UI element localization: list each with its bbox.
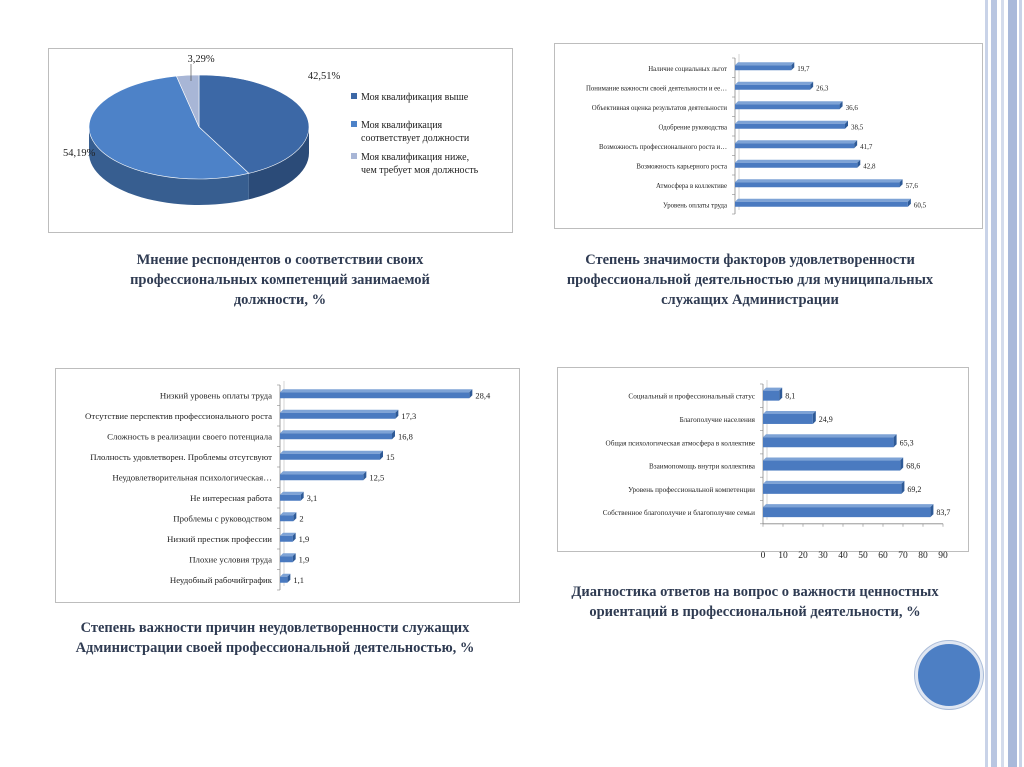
decorative-stripe-3 bbox=[1001, 0, 1004, 767]
bar-top-face bbox=[763, 434, 897, 437]
pie-chart-panel bbox=[48, 48, 513, 233]
value-orientations-chart bbox=[558, 368, 968, 561]
bar bbox=[735, 182, 900, 187]
pie-value-label: 42,51% bbox=[307, 71, 341, 82]
bar bbox=[280, 556, 293, 562]
bar-top-face bbox=[735, 160, 860, 163]
bar-top-face bbox=[735, 179, 903, 182]
bar bbox=[280, 536, 293, 542]
bar-top-face bbox=[735, 199, 911, 202]
decorative-stripe-5 bbox=[1019, 0, 1022, 767]
bar-top-face bbox=[280, 389, 472, 392]
x-tick-label: 40 bbox=[838, 550, 848, 561]
category-label: Сложность в реализации своего потенциала bbox=[107, 431, 272, 442]
bar-top-face bbox=[735, 62, 794, 65]
bar bbox=[763, 437, 894, 447]
caption-line: служащих Администрации bbox=[661, 292, 839, 308]
bar-value-label: 65,3 bbox=[899, 438, 914, 448]
bar bbox=[280, 413, 395, 419]
category-label: Проблемы с руководством bbox=[173, 513, 272, 524]
x-tick-label: 70 bbox=[898, 550, 908, 561]
bar bbox=[763, 461, 900, 471]
bar-value-label: 3,1 bbox=[306, 492, 318, 503]
bar-value-label: 60,5 bbox=[913, 201, 927, 210]
caption-line: ориентаций в профессиональной деятельности, % bbox=[589, 604, 921, 620]
category-label: Общая психологическая атмосфера в коллективе bbox=[605, 439, 755, 448]
bar-value-label: 17,3 bbox=[401, 410, 417, 421]
x-tick-label: 30 bbox=[818, 550, 828, 561]
pie-chart bbox=[49, 49, 512, 232]
bar bbox=[280, 474, 363, 480]
decorative-stripe-2 bbox=[991, 0, 997, 767]
legend-swatch bbox=[351, 153, 357, 159]
category-label: Социальный и профессиональный статус bbox=[628, 392, 755, 401]
category-label: Возможность профессионального роста и… bbox=[599, 143, 727, 151]
bar bbox=[280, 515, 293, 521]
bar-top-face bbox=[763, 458, 903, 461]
x-tick-label: 80 bbox=[918, 550, 928, 561]
bar-value-label: 1,9 bbox=[298, 554, 310, 565]
bar-value-label: 2 bbox=[299, 513, 304, 524]
bar-top-face bbox=[763, 411, 816, 414]
legend-label: соответствует должности bbox=[361, 133, 470, 144]
bar-value-label: 38,5 bbox=[851, 123, 864, 132]
category-label: Неудовлетворительная психологическая… bbox=[112, 472, 272, 483]
dissatisfaction-reasons-panel bbox=[55, 368, 520, 603]
category-label: Уровень профессиональной компетенции bbox=[628, 485, 755, 494]
bar-value-label: 12,5 bbox=[369, 472, 385, 483]
category-label: Возможность карьерного роста bbox=[636, 163, 727, 171]
bar bbox=[735, 163, 857, 168]
bar bbox=[763, 484, 901, 494]
bar-top-face bbox=[735, 140, 857, 143]
legend-label: чем требует моя должность bbox=[361, 165, 479, 176]
bar-top-face bbox=[735, 82, 813, 85]
bar-top-face bbox=[763, 388, 782, 391]
bar bbox=[735, 85, 810, 90]
caption-line: профессиональных компетенций занимаемой bbox=[130, 272, 430, 288]
legend-swatch bbox=[351, 93, 357, 99]
bar bbox=[735, 124, 845, 129]
category-label: Плолность удовлетворен. Проблемы отсутсвуют bbox=[90, 451, 272, 462]
x-tick-label: 90 bbox=[938, 550, 948, 561]
bar bbox=[735, 202, 908, 207]
category-label: Уровень оплаты труда bbox=[663, 202, 727, 210]
category-label: Благополучие населения bbox=[679, 415, 755, 424]
bar-value-label: 69,2 bbox=[907, 484, 922, 494]
bar-top-face bbox=[280, 410, 398, 413]
category-label: Не интересная работа bbox=[190, 492, 272, 503]
legend-label: Моя квалификация выше bbox=[361, 92, 469, 103]
bar-value-label: 1,1 bbox=[293, 574, 304, 585]
category-label: Отсутствие перспектив профессионального роста bbox=[85, 410, 272, 421]
pie-chart-caption bbox=[70, 250, 490, 310]
caption-line: Мнение респондентов о соответствии своих bbox=[136, 252, 424, 268]
value-orientations-caption bbox=[545, 582, 965, 622]
category-label: Взаимопомощь внутри коллектива bbox=[648, 462, 755, 471]
x-tick-label: 20 bbox=[798, 550, 808, 561]
satisfaction-factors-chart bbox=[555, 44, 982, 228]
value-orientations-panel bbox=[557, 367, 969, 561]
category-label: Понимание важности своей деятельности и ее… bbox=[586, 85, 727, 93]
legend-label: Моя квалификация bbox=[361, 120, 443, 131]
caption-line: должности, % bbox=[233, 292, 327, 308]
bar-value-label: 83,7 bbox=[936, 508, 951, 518]
dissatisfaction-reasons-caption bbox=[40, 618, 510, 658]
bar bbox=[280, 495, 301, 501]
bar-value-label: 16,8 bbox=[398, 431, 413, 442]
x-tick-label: 10 bbox=[778, 550, 788, 561]
bar bbox=[735, 65, 791, 70]
bar-value-label: 36,6 bbox=[845, 103, 858, 112]
legend-swatch bbox=[351, 121, 357, 127]
x-tick-label: 50 bbox=[858, 550, 868, 561]
bar-value-label: 8,1 bbox=[785, 391, 796, 401]
category-label: Атмосфера в коллективе bbox=[655, 182, 727, 190]
bar bbox=[735, 143, 854, 148]
bar-top-face bbox=[280, 492, 304, 495]
x-tick-label: 0 bbox=[760, 550, 766, 561]
category-label: Наличие социальных льгот bbox=[648, 65, 727, 73]
bar bbox=[763, 391, 779, 401]
dissatisfaction-reasons-chart bbox=[56, 369, 519, 602]
bar bbox=[763, 414, 813, 424]
x-tick-label: 60 bbox=[878, 550, 888, 561]
category-label: Неудобный рабочийграфик bbox=[169, 574, 272, 585]
decorative-stripe-4 bbox=[1008, 0, 1017, 767]
bar-top-face bbox=[280, 451, 383, 454]
bar-top-face bbox=[735, 121, 848, 124]
bar-value-label: 26,3 bbox=[816, 84, 829, 93]
satisfaction-factors-caption bbox=[530, 250, 970, 310]
bar-value-label: 28,4 bbox=[475, 390, 491, 401]
pie-value-label: 3,29% bbox=[187, 54, 215, 65]
bar-top-face bbox=[763, 504, 933, 507]
bar bbox=[280, 392, 469, 398]
legend-label: Моя квалификация ниже, bbox=[361, 152, 470, 163]
category-label: Объективная оценка результатов деятельности bbox=[591, 104, 727, 112]
bar bbox=[280, 577, 287, 583]
decorative-circle bbox=[915, 641, 983, 709]
bar-value-label: 19,7 bbox=[797, 64, 810, 73]
category-label: Низкий уровень оплаты труда bbox=[159, 390, 272, 401]
bar-value-label: 41,7 bbox=[860, 142, 873, 151]
bar-value-label: 1,9 bbox=[298, 533, 310, 544]
satisfaction-factors-panel bbox=[554, 43, 983, 229]
bar-top-face bbox=[280, 471, 366, 474]
bar-value-label: 57,6 bbox=[905, 181, 918, 190]
category-label: Низкий престиж профессии bbox=[167, 533, 272, 544]
caption-line: Администрации своей профессиональной деятельностью, % bbox=[75, 640, 475, 656]
pie-value-label: 54,19% bbox=[63, 148, 96, 159]
bar-value-label: 42,8 bbox=[863, 162, 876, 171]
bar-value-label: 68,6 bbox=[906, 461, 921, 471]
bar-top-face bbox=[735, 101, 843, 104]
bar bbox=[735, 104, 840, 109]
category-label: Собственное благополучие и благополучие семьи bbox=[602, 509, 755, 518]
caption-line: Степень важности причин неудовлетворенности служащих bbox=[80, 620, 470, 636]
bar-value-label: 15 bbox=[386, 451, 395, 462]
bar-top-face bbox=[280, 430, 395, 433]
caption-line: профессиональной деятельностью для муниципальных bbox=[566, 272, 934, 288]
category-label: Одобрение руководства bbox=[658, 124, 727, 132]
bar-value-label: 24,9 bbox=[818, 414, 833, 424]
caption-line: Степень значимости факторов удовлетворенности bbox=[585, 252, 915, 268]
decorative-stripe-1 bbox=[985, 0, 988, 767]
caption-line: Диагностика ответов на вопрос о важности ценностных bbox=[571, 584, 939, 600]
bar bbox=[763, 507, 930, 517]
bar-top-face bbox=[763, 481, 904, 484]
bar bbox=[280, 454, 380, 460]
category-label: Плохие условия труда bbox=[189, 554, 272, 565]
bar bbox=[280, 433, 392, 439]
